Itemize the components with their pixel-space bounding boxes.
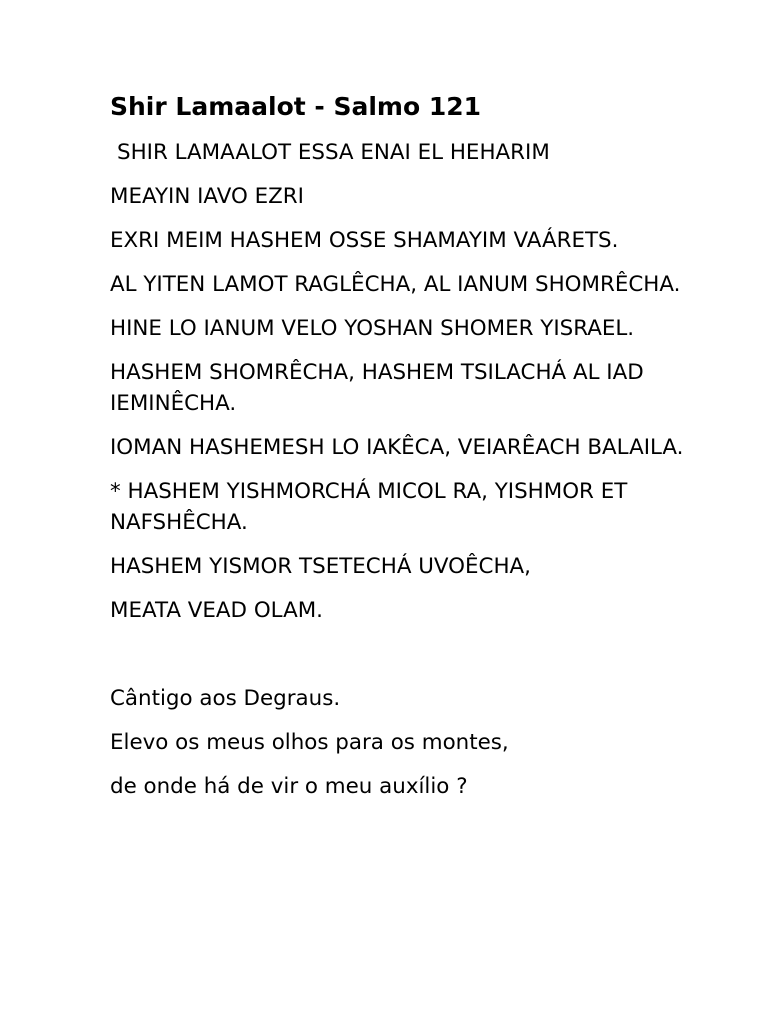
- transliteration-line-7: IOMAN HASHEMESH LO IAKÊCA, VEIARÊACH BALAILA.: [110, 435, 684, 460]
- document-title: Shir Lamaalot - Salmo 121: [110, 92, 482, 121]
- section-spacer: [110, 639, 730, 683]
- translation-line-1: Cântigo aos Degraus.: [110, 686, 341, 711]
- transliteration-line-9: HASHEM YISMOR TSETECHÁ UVOÊCHA,: [110, 554, 531, 579]
- transliteration-line-2: MEAYIN IAVO EZRI: [110, 184, 304, 209]
- transliteration-line-4: AL YITEN LAMOT RAGLÊCHA, AL IANUM SHOMRÊCHA.: [110, 272, 681, 297]
- transliteration-line-1: SHIR LAMAALOT ESSA ENAI EL HEHARIM: [117, 140, 550, 165]
- document-body: [110, 89, 730, 815]
- transliteration-line-10: MEATA VEAD OLAM.: [110, 598, 323, 623]
- transliteration-line-5: HINE LO IANUM VELO YOSHAN SHOMER YISRAEL.: [110, 316, 635, 341]
- translation-line-2: Elevo os meus olhos para os montes,: [110, 730, 509, 755]
- translation-line-3: de onde há de vir o meu auxílio ?: [110, 774, 468, 799]
- transliteration-line-3: EXRI MEIM HASHEM OSSE SHAMAYIM VAÁRETS.: [110, 228, 619, 253]
- transliteration-line-6: HASHEM SHOMRÊCHA, HASHEM TSILACHÁ AL IAD IEMINÊCHA.: [110, 360, 644, 416]
- transliteration-line-8: * HASHEM YISHMORCHÁ MICOL RA, YISHMOR ET NAFSHÊCHA.: [110, 479, 628, 535]
